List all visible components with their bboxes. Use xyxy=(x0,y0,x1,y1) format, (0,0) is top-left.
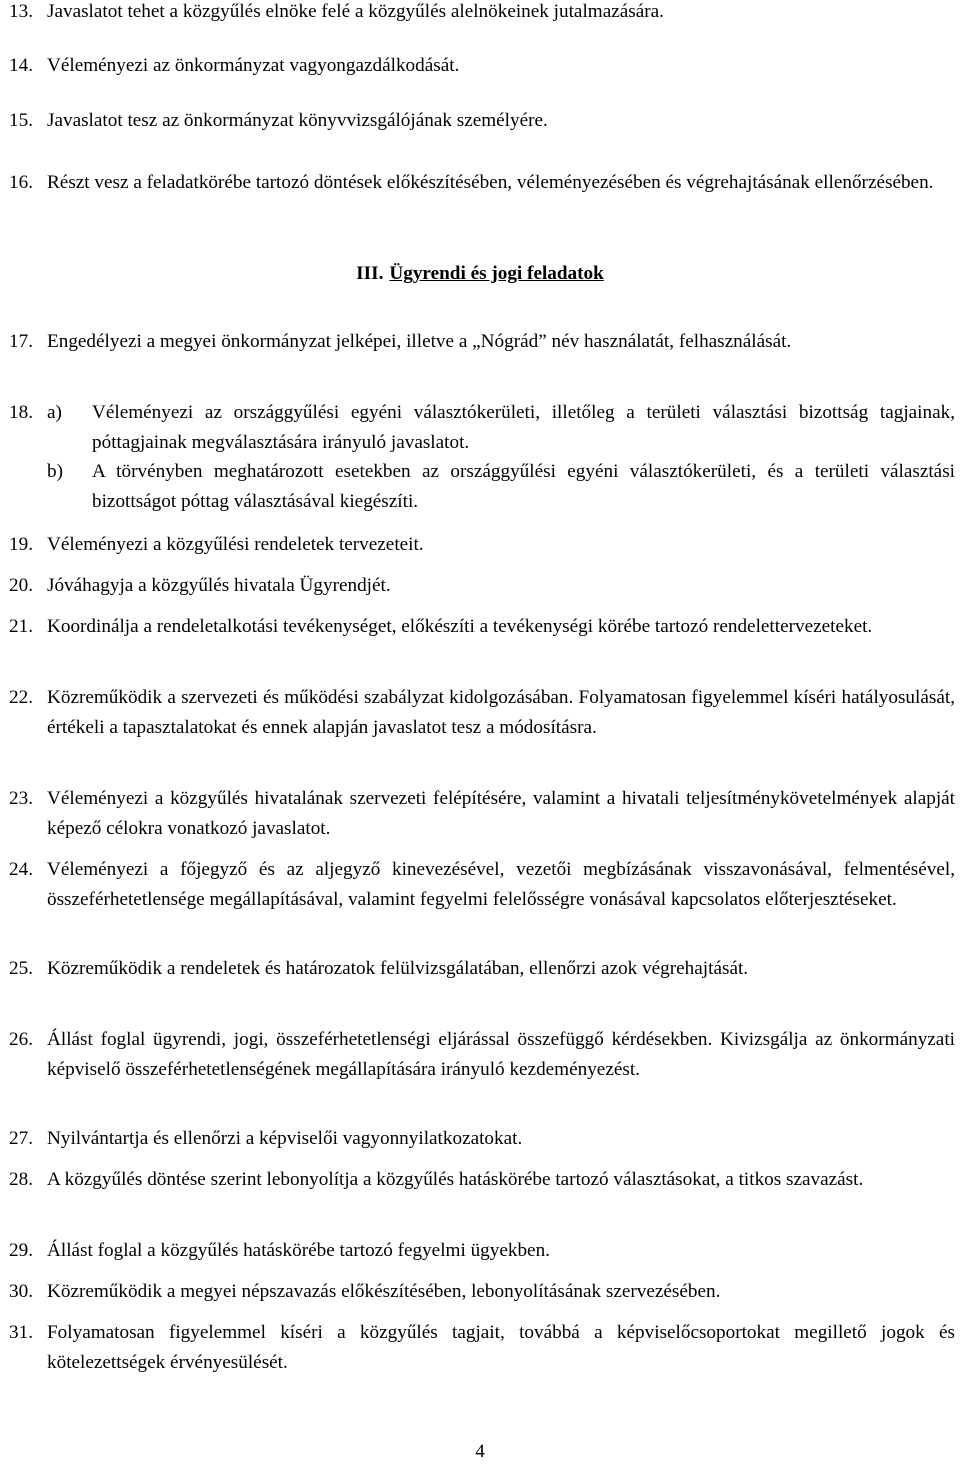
list-item-with-subitems xyxy=(9,398,955,516)
item-number: 20. xyxy=(9,575,33,596)
item-number: 24. xyxy=(9,859,33,880)
list-item xyxy=(9,530,955,560)
item-text: Folyamatosan figyelemmel kíséri a közgyűlés tagjait, továbbá a képviselőcsoportokat megillető jogok és kötelezettségek érvényesülését. xyxy=(47,1322,955,1373)
item-number: 22. xyxy=(9,687,33,708)
list-item xyxy=(9,168,955,198)
item-text: Közreműködik a megyei népszavazás előkészítésében, lebonyolításának szervezésében. xyxy=(47,1281,721,1302)
item-text: A közgyűlés döntése szerint lebonyolítja a közgyűlés hatáskörébe tartozó választásokat, a titkos szavazást. xyxy=(47,1169,864,1190)
item-text: Közreműködik a rendeletek és határozatok felülvizsgálatában, ellenőrzi azok végrehajtását. xyxy=(47,958,749,979)
subitem-text: A törvényben meghatározott esetekben az országgyűlési egyéni választókerületi, és a területi választási bizottságot póttag választásával kiegészíti. xyxy=(92,461,955,512)
item-number: 25. xyxy=(9,958,33,979)
item-text: Jóváhagyja a közgyűlés hivatala Ügyrendjét. xyxy=(47,575,391,596)
list-item xyxy=(9,571,955,601)
list-item xyxy=(9,0,955,27)
item-text: Javaslatot tesz az önkormányzat könyvvizsgálójának személyére. xyxy=(47,110,548,131)
item-text: Koordinálja a rendeletalkotási tevékenységet, előkészíti a tevékenységi körébe tartozó rendelettervezeteket. xyxy=(47,616,873,637)
list-item xyxy=(9,1236,955,1266)
item-text: Állást foglal ügyrendi, jogi, összeférhetetlenségi eljárással összefüggő kérdésekben. Kivizsgálja az önkormányzati képviselő összeférhetetlenségének megállapítására irányuló kezdeményezést. xyxy=(47,1029,955,1080)
item-number: 31. xyxy=(9,1322,33,1343)
list-item xyxy=(9,106,955,136)
section-heading xyxy=(0,259,960,288)
item-number: 21. xyxy=(9,616,33,637)
item-number: 30. xyxy=(9,1281,33,1302)
item-text: Véleményezi az önkormányzat vagyongazdálkodását. xyxy=(47,55,460,76)
section-roman-numeral: III. xyxy=(356,263,384,284)
list-item xyxy=(9,1318,955,1377)
list-item xyxy=(9,1277,955,1307)
item-number: 13. xyxy=(9,1,33,22)
subitem-b xyxy=(47,457,955,516)
item-number: 29. xyxy=(9,1240,33,1261)
list-item xyxy=(9,51,955,81)
item-number: 18. xyxy=(9,402,33,423)
subitem-a xyxy=(47,398,955,457)
list-item xyxy=(9,954,955,984)
item-number: 16. xyxy=(9,172,33,193)
subitem-letter: a) xyxy=(47,402,62,423)
list-item xyxy=(9,1025,955,1084)
item-number: 27. xyxy=(9,1128,33,1149)
subitem-text: Véleményezi az országgyűlési egyéni választókerületi, illetőleg a területi választási bizottság tagjainak, póttagjainak megválasztására irányuló javaslatot. xyxy=(92,402,955,453)
item-text: Véleményezi a főjegyző és az aljegyző kinevezésével, vezetői megbízásának visszavonásával, felmentésével, összeférhetetlensége megállapításával, valamint fegyelmi felelősségre vonásával kapcsolatos előterjesztéseket. xyxy=(47,859,955,910)
item-number: 19. xyxy=(9,534,33,555)
section-title: Ügyrendi és jogi feladatok xyxy=(389,263,604,284)
page-number: 4 xyxy=(475,1441,485,1462)
list-item xyxy=(9,612,955,642)
item-text: Javaslatot tehet a közgyűlés elnöke felé a közgyűlés alelnökeinek jutalmazására. xyxy=(47,1,664,22)
list-item xyxy=(9,683,955,742)
item-text: Nyilvántartja és ellenőrzi a képviselői vagyonnyilatkozatokat. xyxy=(47,1128,523,1149)
list-item xyxy=(9,327,955,357)
item-text: Közreműködik a szervezeti és működési szabályzat kidolgozásában. Folyamatosan figyelemmel kíséri hatályosulását, értékeli a tapasztalatokat és ennek alapján javaslatot tesz a módosításra. xyxy=(47,687,955,738)
item-number: 28. xyxy=(9,1169,33,1190)
item-number: 17. xyxy=(9,331,33,352)
item-text: Véleményezi a közgyűlés hivatalának szervezeti felépítésére, valamint a hivatali teljesítménykövetelmények alapját képező célokra vonatkozó javaslatot. xyxy=(47,788,955,839)
item-text: Véleményezi a közgyűlési rendeletek tervezeteit. xyxy=(47,534,424,555)
list-item xyxy=(9,1124,955,1154)
item-number: 15. xyxy=(9,110,33,131)
item-number: 26. xyxy=(9,1029,33,1050)
subitem-letter: b) xyxy=(47,461,63,482)
item-text: Állást foglal a közgyűlés hatáskörébe tartozó fegyelmi ügyekben. xyxy=(47,1240,550,1261)
list-item xyxy=(9,1165,955,1195)
item-number: 23. xyxy=(9,788,33,809)
item-text: Engedélyezi a megyei önkormányzat jelképei, illetve a „Nógrád” név használatát, felhasználását. xyxy=(47,331,792,352)
item-text: Részt vesz a feladatkörébe tartozó döntések előkészítésében, véleményezésében és végrehajtásának ellenőrzésében. xyxy=(47,172,934,193)
item-number: 14. xyxy=(9,55,33,76)
list-item xyxy=(9,855,955,914)
list-item xyxy=(9,784,955,843)
